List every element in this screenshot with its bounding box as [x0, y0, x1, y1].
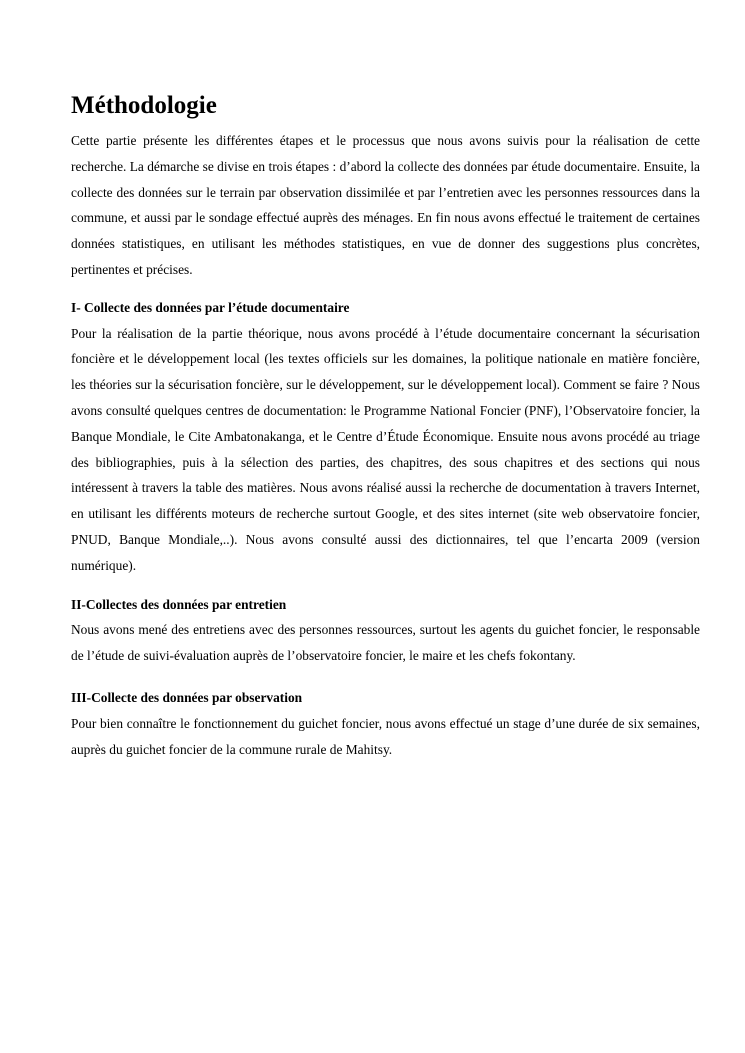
section-paragraph: Pour la réalisation de la partie théorique, nous avons procédé à l’étude documentaire concernant la sécurisation foncière et le développement local (les textes officiels sur les domaines, la politique nationale en matière foncière, les théories sur la sécurisation foncière, sur le développement, sur le développement local). Comment se faire ? Nous avons consulté quelques centres de documentation: le Programme National Foncier (PNF), l’Observatoire foncier, la Banque Mondiale, le Cite Ambatonakanga, et le Centre d’Étude Économique. Ensuite nous avons procédé au triage des bibliographies, puis à la sélection des parties, des chapitres, des sous chapitres et des sections qui nous intéressent à travers la table des matières. Nous avons réalisé aussi la recherche de documentation à travers Internet, en utilisant les différents moteurs de recherche surtout Google, et des sites internet (site web observatoire foncier, PNUD, Banque Mondiale,..). Nous avons consulté aussi des dictionnaires, tel que l’encarta 2009 (version numérique). [71, 325, 700, 573]
document-page [71, 90, 700, 762]
section-heading: III-Collecte des données par observation [71, 689, 303, 705]
section-heading: I- Collecte des données par l’étude documentaire [71, 299, 350, 315]
section-paragraph: Pour bien connaître le fonctionnement du guichet foncier, nous avons effectué un stage d’une durée de six semaines, auprès du guichet foncier de la commune rurale de Mahitsy. [71, 715, 700, 757]
section-heading: II-Collectes des données par entretien [71, 596, 287, 612]
section-paragraph: Nous avons mené des entretiens avec des personnes ressources, surtout les agents du guichet foncier, le responsable de l’étude de suivi-évaluation auprès de l’observatoire foncier, le maire et les chefs fokontany. [71, 622, 700, 664]
page-title: Méthodologie [71, 92, 217, 119]
section-documentary-collection [71, 295, 700, 579]
intro-paragraph: Cette partie présente les différentes étapes et le processus que nous avons suivis pour la réalisation de cette recherche. La démarche se divise en trois étapes : d’abord la collecte des données par étude documentaire. Ensuite, la collecte des données sur le terrain par observation dissimilée et par l’entretien avec les personnes ressources dans la commune, et aussi par le sondage effectué auprès des ménages. En fin nous avons effectué le traitement de certaines données statistiques, en utilisant les méthodes statistiques, en vue de donner des suggestions plus concrètes, pertinentes et précises. [71, 133, 700, 277]
section-observation-collection [71, 685, 700, 762]
section-interview-collection [71, 592, 700, 669]
